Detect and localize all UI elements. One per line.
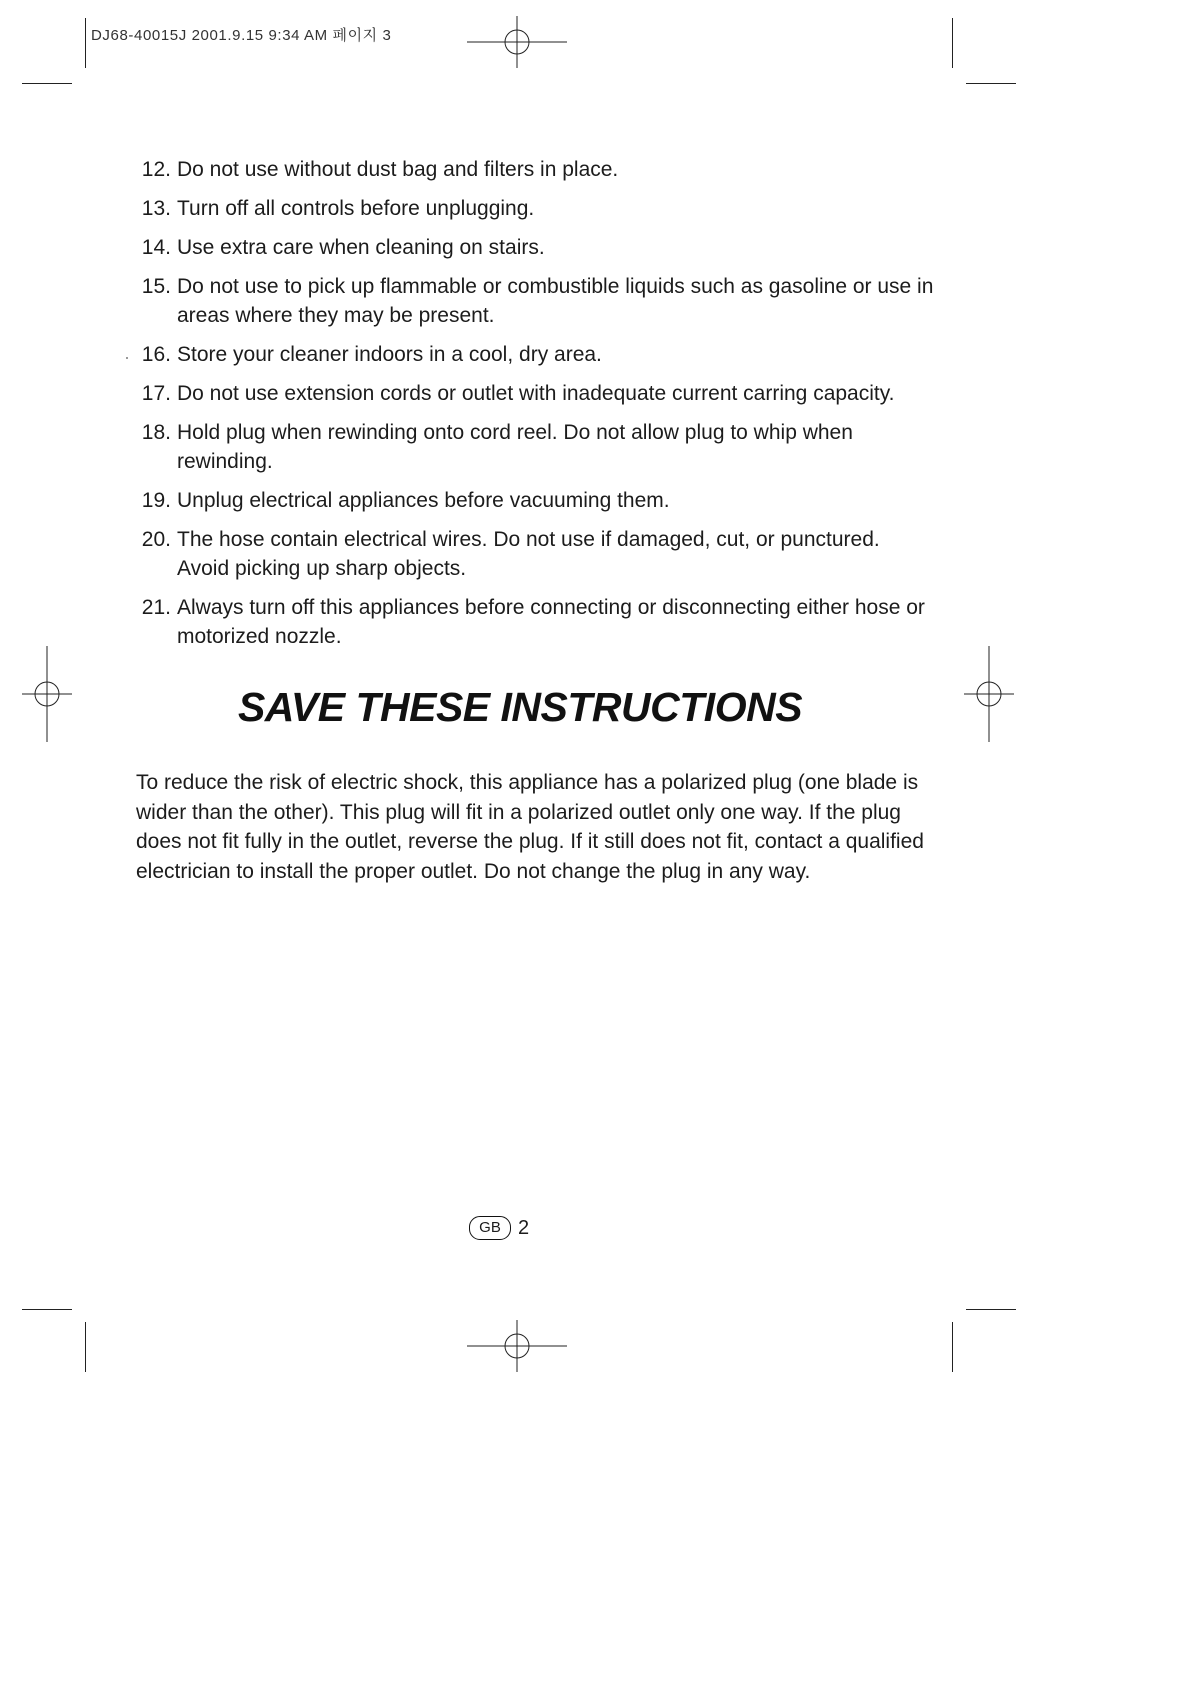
list-item	[135, 340, 935, 369]
section-heading: SAVE THESE INSTRUCTIONS	[237, 684, 803, 730]
list-item	[135, 418, 935, 476]
item-text: The hose contain electrical wires. Do not use if damaged, cut, or punctured. Avoid picking up sharp objects.	[177, 528, 880, 580]
region-badge: GB	[469, 1216, 511, 1240]
item-number: 21.	[141, 596, 171, 619]
item-number: 20.	[141, 528, 171, 551]
speck	[126, 357, 128, 359]
item-number: 17.	[141, 382, 171, 405]
print-slug: DJ68-40015J 2001.9.15 9:34 AM 페이지 3	[91, 27, 392, 44]
item-text: Do not use to pick up flammable or combustible liquids such as gasoline or use in areas where they may be present.	[177, 275, 934, 327]
registration-mark-top	[467, 16, 567, 68]
item-text: Turn off all controls before unplugging.	[177, 197, 535, 220]
list-item	[135, 155, 935, 184]
item-text: Unplug electrical appliances before vacuuming them.	[177, 489, 670, 512]
item-number: 18.	[141, 421, 171, 444]
page-number: 2	[518, 1216, 530, 1239]
crop-mark	[966, 1309, 1016, 1310]
item-text: Always turn off this appliances before connecting or disconnecting either hose or motorized nozzle.	[177, 596, 925, 648]
item-text: Store your cleaner indoors in a cool, dry area.	[177, 343, 602, 366]
registration-mark-bottom	[467, 1320, 567, 1372]
list-item	[135, 272, 935, 330]
polarized-plug-note: To reduce the risk of electric shock, this appliance has a polarized plug (one blade is wider than the other). This plug will fit in a polarized outlet only one way. If the plug does not fit fully in the outlet, reverse the plug. If it still does not fit, contact a qualified electrician to install the proper outlet. Do not change the plug in any way.	[136, 771, 924, 883]
list-item	[135, 233, 935, 262]
item-text: Use extra care when cleaning on stairs.	[177, 236, 545, 259]
item-text: Do not use without dust bag and filters in place.	[177, 158, 619, 181]
crop-mark	[85, 1322, 86, 1372]
list-item	[135, 486, 935, 515]
item-number: 19.	[141, 489, 171, 512]
crop-mark	[85, 18, 86, 68]
crop-mark	[952, 18, 953, 68]
list-item	[135, 379, 935, 408]
list-item	[135, 194, 935, 223]
page-footer	[469, 1216, 529, 1240]
item-text: Hold plug when rewinding onto cord reel. Do not allow plug to whip when rewinding.	[177, 421, 853, 473]
item-number: 15.	[141, 275, 171, 298]
item-text: Do not use extension cords or outlet with inadequate current carring capacity.	[177, 382, 895, 405]
item-number: 16.	[141, 343, 171, 366]
crop-mark	[22, 1309, 72, 1310]
list-item	[135, 593, 935, 651]
item-number: 13.	[141, 197, 171, 220]
item-number: 12.	[141, 158, 171, 181]
item-number: 14.	[141, 236, 171, 259]
list-item	[135, 525, 935, 583]
crop-mark	[22, 83, 72, 84]
safety-instructions-list	[135, 155, 935, 661]
crop-mark	[952, 1322, 953, 1372]
crop-mark	[966, 83, 1016, 84]
